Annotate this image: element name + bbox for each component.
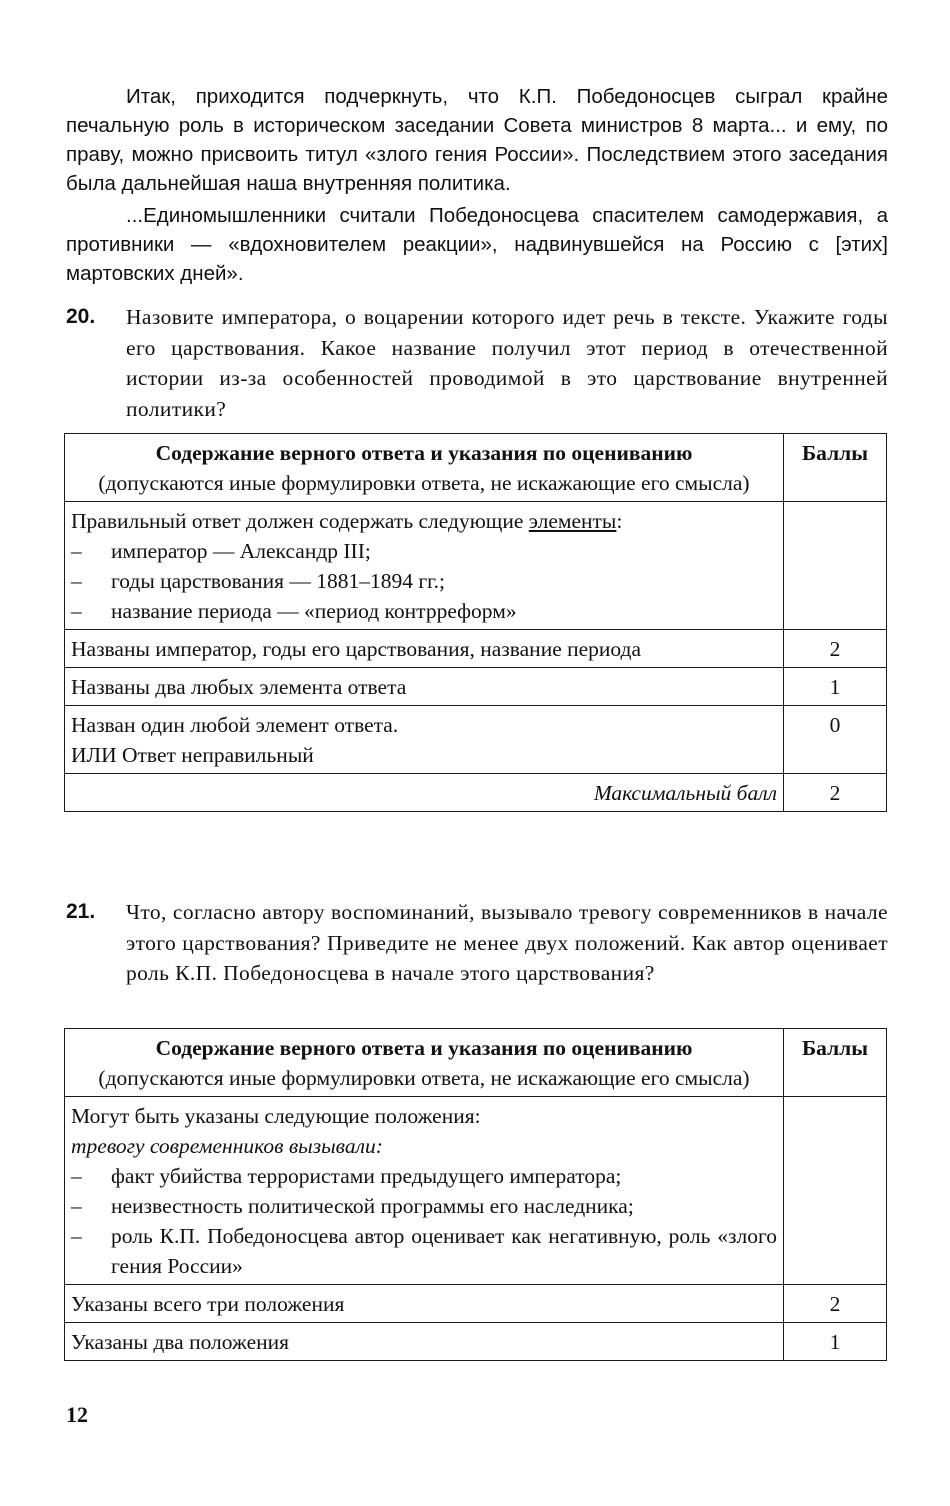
criteria-cell bbox=[65, 706, 784, 774]
answer-intro-end: : bbox=[616, 509, 623, 533]
answer-intro-text: Правильный ответ должен содержать следующие bbox=[71, 509, 524, 533]
table-row bbox=[65, 502, 887, 630]
points-cell: 1 bbox=[784, 668, 887, 706]
answer-intro-underlined: элементы bbox=[528, 509, 617, 533]
list-item: – название периода — «период контрреформ» bbox=[71, 596, 777, 626]
table-row bbox=[65, 668, 887, 706]
table-header-row bbox=[65, 1029, 887, 1097]
points-cell: 2 bbox=[784, 1285, 887, 1323]
table-row bbox=[65, 1323, 887, 1361]
header-note: (допускаются иные формулировки ответа, не искажающие его смысла) bbox=[98, 1066, 750, 1090]
list-item: – неизвестность политической программы его наследника; bbox=[71, 1191, 777, 1221]
answer-intro: Могут быть указаны следующие положения: bbox=[71, 1104, 481, 1128]
table-header-content bbox=[65, 434, 784, 502]
criteria-cell bbox=[65, 630, 784, 668]
max-score-label: Максимальный балл bbox=[65, 774, 784, 812]
table-row bbox=[65, 630, 887, 668]
header-points: Баллы bbox=[784, 1029, 887, 1097]
table-header-row bbox=[65, 434, 887, 502]
empty-points-cell bbox=[784, 502, 887, 630]
intro-paragraph-1: Итак, приходится подчеркнуть, что К.П. Победоносцев сыграл крайне печальную роль в историческом заседании Совета министров 8 марта... и ему, по праву, можно присвоить титул «злого гения России». Последствием этого заседания была дальнейшая наша внутренняя политика. bbox=[66, 85, 888, 195]
question-21-text: Что, согласно автору воспоминаний, вызывало тревогу современников в начале этого царствования? Приведите не менее двух положений. Как автор оценивает роль К.П. Победоносцева в начале этого царствования? bbox=[126, 900, 888, 985]
list-item: – годы царствования — 1881–1894 гг.; bbox=[71, 566, 777, 596]
max-score-value: 2 bbox=[784, 774, 887, 812]
list-item: – император — Александр III; bbox=[71, 536, 777, 566]
table-header-content bbox=[65, 1029, 784, 1097]
criteria-text: Названы два любых элемента ответа bbox=[71, 675, 407, 699]
points-cell: 2 bbox=[784, 630, 887, 668]
answer-intro bbox=[71, 509, 622, 533]
question-21-number: 21. bbox=[66, 900, 96, 923]
points-cell: 0 bbox=[784, 706, 887, 774]
table-row bbox=[65, 1285, 887, 1323]
question-20-number: 20. bbox=[66, 305, 96, 328]
answer-elements-cell bbox=[65, 1097, 784, 1285]
table-row bbox=[65, 1097, 887, 1285]
answer-elements-cell bbox=[65, 502, 784, 630]
list-item: – факт убийства террористами предыдущего императора; bbox=[71, 1161, 777, 1191]
table-row bbox=[65, 706, 887, 774]
criteria-text: ИЛИ Ответ неправильный bbox=[71, 743, 314, 767]
intro-text bbox=[66, 82, 888, 288]
empty-points-cell bbox=[784, 1097, 887, 1285]
table-max-row bbox=[65, 774, 887, 812]
grading-table-20 bbox=[64, 433, 887, 812]
header-note: (допускаются иные формулировки ответа, не искажающие его смысла) bbox=[98, 471, 750, 495]
question-20-text: Назовите императора, о воцарении которого идет речь в тексте. Укажите годы его царствования. Какое название получил этот период в отечественной истории из-за особенностей проводимой в это царствование внутренней политики? bbox=[126, 305, 888, 421]
criteria-text: Указаны два положения bbox=[71, 1330, 290, 1354]
question-21 bbox=[66, 897, 888, 989]
intro-paragraph-2: ...Единомышленники считали Победоносцева спасителем самодержавия, а противники — «вдохновителем реакции», надвинувшейся на Россию с [этих] мартовских дней». bbox=[66, 204, 888, 285]
grading-table-21 bbox=[64, 1028, 887, 1361]
list-item: – роль К.П. Победоносцева автор оценивает как негативную, роль «злого гения России» bbox=[71, 1221, 777, 1281]
header-title: Содержание верного ответа и указания по оцениванию bbox=[155, 441, 693, 465]
answer-subhead: тревогу современников вызывали: bbox=[71, 1134, 383, 1158]
header-points: Баллы bbox=[784, 434, 887, 502]
header-title: Содержание верного ответа и указания по оцениванию bbox=[155, 1036, 693, 1060]
criteria-cell bbox=[65, 1323, 784, 1361]
criteria-cell bbox=[65, 1285, 784, 1323]
criteria-cell bbox=[65, 668, 784, 706]
criteria-text: Названы император, годы его царствования, название периода bbox=[71, 637, 642, 661]
criteria-text: Указаны всего три положения bbox=[71, 1292, 345, 1316]
page-number: 12 bbox=[66, 1402, 88, 1427]
points-cell: 1 bbox=[784, 1323, 887, 1361]
criteria-text: Назван один любой элемент ответа. bbox=[71, 713, 399, 737]
question-20 bbox=[66, 302, 888, 424]
